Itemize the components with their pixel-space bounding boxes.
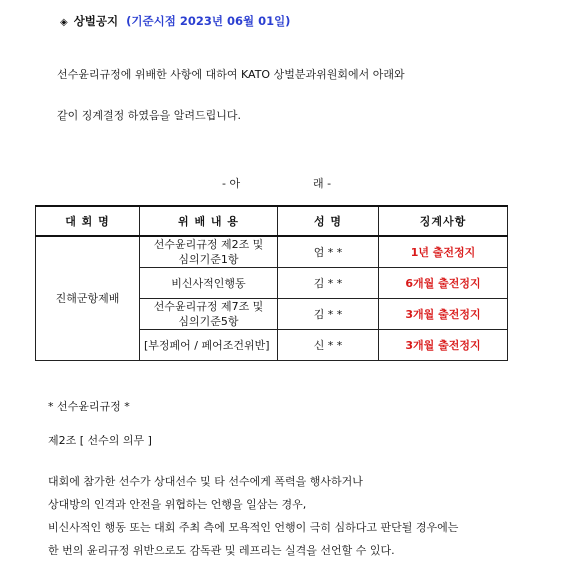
header-tournament: 대 회 명 xyxy=(36,206,140,236)
diamond-bullet-icon: ◈ xyxy=(60,17,68,28)
violation-cell xyxy=(140,268,278,299)
intro-line-2: 같이 징계결정 하였음을 알려드립니다. xyxy=(57,109,242,122)
sanction-cell: 6개월 출전정지 xyxy=(379,268,508,299)
rules-body xyxy=(48,470,458,562)
violation-cell xyxy=(140,299,278,330)
violation-line: 심의기준5항 xyxy=(178,315,239,328)
table-row xyxy=(36,236,508,268)
violation-line: 선수윤리규정 제7조 및 xyxy=(153,300,264,313)
rules-body-line: 비신사적인 행동 또는 대회 주최 측에 모욕적인 언행이 극히 심하다고 판단될 경우에는 xyxy=(48,521,459,534)
notice-title: 상벌공지 xyxy=(73,14,119,28)
sanction-cell: 3개월 출전정지 xyxy=(379,299,508,330)
violation-cell xyxy=(140,236,278,268)
player-name-cell: 엄 * * xyxy=(278,236,379,268)
violation-line: 선수윤리규정 제2조 및 xyxy=(153,238,264,251)
rules-heading: * 선수윤리규정 * xyxy=(48,400,130,413)
rules-body-line: 한 번의 윤리규정 위반으로도 감독관 및 레프리는 실격을 선언할 수 있다. xyxy=(48,544,395,557)
below-marker-left: - 아 xyxy=(222,177,241,190)
below-marker-right: 래 - xyxy=(313,177,332,190)
notice-title-row xyxy=(60,13,290,29)
intro-line-1: 선수윤리규정에 위배한 사항에 대하여 KATO 상벌분과위원회에서 아래와 xyxy=(57,68,405,81)
player-name-cell: 신 * * xyxy=(278,330,379,361)
sanction-cell: 1년 출전정지 xyxy=(379,236,508,268)
table-header-row xyxy=(36,206,508,236)
player-name-cell: 김 * * xyxy=(278,299,379,330)
header-name: 성 명 xyxy=(278,206,379,236)
violation-line: 비신사적인행동 xyxy=(171,276,246,290)
notice-date: (기준시점 2023년 06월 01일) xyxy=(126,14,291,28)
rules-body-line: 대회에 참가한 선수가 상대선수 및 타 선수에게 폭력을 행사하거나 xyxy=(48,475,363,488)
rules-article: 제2조 [ 선수의 의무 ] xyxy=(48,434,152,447)
sanction-cell: 3개월 출전정지 xyxy=(379,330,508,361)
sanction-table xyxy=(35,205,508,361)
header-violation: 위 배 내 용 xyxy=(140,206,278,236)
rules-body-line: 상대방의 인격과 안전을 위협하는 언행을 일삼는 경우, xyxy=(48,498,307,511)
header-sanction: 징계사항 xyxy=(379,206,508,236)
tournament-cell: 진해군항제배 xyxy=(36,236,140,361)
violation-cell xyxy=(140,330,278,361)
violation-line: [부정페어 / 페어조건위반] xyxy=(144,338,270,352)
violation-line: 심의기준1항 xyxy=(178,253,239,266)
player-name-cell: 김 * * xyxy=(278,268,379,299)
